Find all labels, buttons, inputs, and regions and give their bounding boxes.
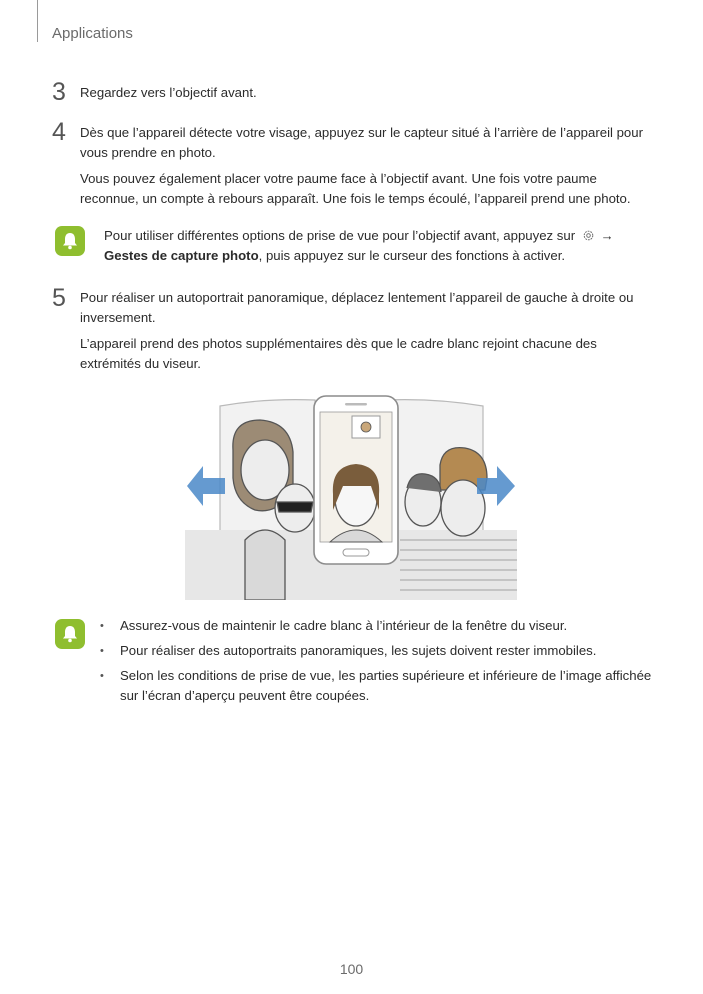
step-5-p1-line-2: inversement. — [80, 310, 156, 325]
note-1-line-2 — [104, 246, 614, 266]
step-5-p2-line-2: extrémités du viseur. — [80, 356, 201, 371]
list-item: • Selon les conditions de prise de vue, les parties supérieure et inférieure de l’image affichée sur l’écran d’aperçu peuvent être coupées. — [100, 666, 660, 706]
bell-icon — [55, 226, 85, 256]
panorama-selfie-illustration — [185, 390, 517, 600]
step-number-4: 4 — [52, 118, 66, 146]
step-4-paragraph-1 — [80, 123, 643, 163]
step-5-paragraph-1 — [80, 288, 634, 328]
step-number-3: 3 — [52, 78, 66, 106]
step-4-p1-line-2: vous prendre en photo. — [80, 145, 216, 160]
page-header-title: Applications — [52, 25, 133, 42]
note-1-line-1 — [104, 226, 614, 246]
step-3-text: Regardez vers l’objectif avant. — [80, 85, 257, 100]
step-5-paragraph-2 — [80, 334, 597, 374]
step-4-p1-line-1: Dès que l’appareil détecte votre visage, appuyez sur le capteur situé à l’arrière de l’appareil pour — [80, 125, 643, 140]
step-5-p1-line-1: Pour réaliser un autoportrait panoramique, déplacez lentement l’appareil de gauche à droite ou — [80, 290, 634, 305]
page-number: 100 — [339, 961, 364, 977]
left-arrow-icon — [187, 466, 225, 506]
header-rule — [37, 0, 38, 42]
note-1-arrow: → — [600, 228, 614, 243]
step-4-p2-line-2: reconnue, un compte à rebours apparaît. Une fois le temps écoulé, l’appareil prend une photo. — [80, 191, 631, 206]
gear-icon — [582, 229, 595, 242]
step-4-paragraph-2 — [80, 169, 631, 209]
list-item: • Pour réaliser des autoportraits panoramiques, les sujets doivent rester immobiles. — [100, 641, 660, 661]
note-1-bold-option: Gestes de capture photo — [104, 248, 259, 263]
note-1-line-2-rest: , puis appuyez sur le curseur des fonctions à activer. — [258, 248, 566, 263]
step-5-p2-line-1: L’appareil prend des photos supplémentaires dès que le cadre blanc rejoint chacune des — [80, 336, 597, 351]
bell-icon — [55, 619, 85, 649]
phone-icon — [314, 396, 398, 564]
list-item: • Assurez-vous de maintenir le cadre blanc à l’intérieur de la fenêtre du viseur. — [100, 616, 660, 636]
note-2-bullet-list — [100, 616, 660, 711]
note-1-text — [104, 226, 614, 266]
step-4-p2-line-1: Vous pouvez également placer votre paume face à l’objectif avant. Une fois votre paume — [80, 171, 597, 186]
note-1-line-1-text: Pour utiliser différentes options de prise de vue pour l’objectif avant, appuyez sur — [104, 228, 576, 243]
step-number-5: 5 — [52, 284, 66, 312]
